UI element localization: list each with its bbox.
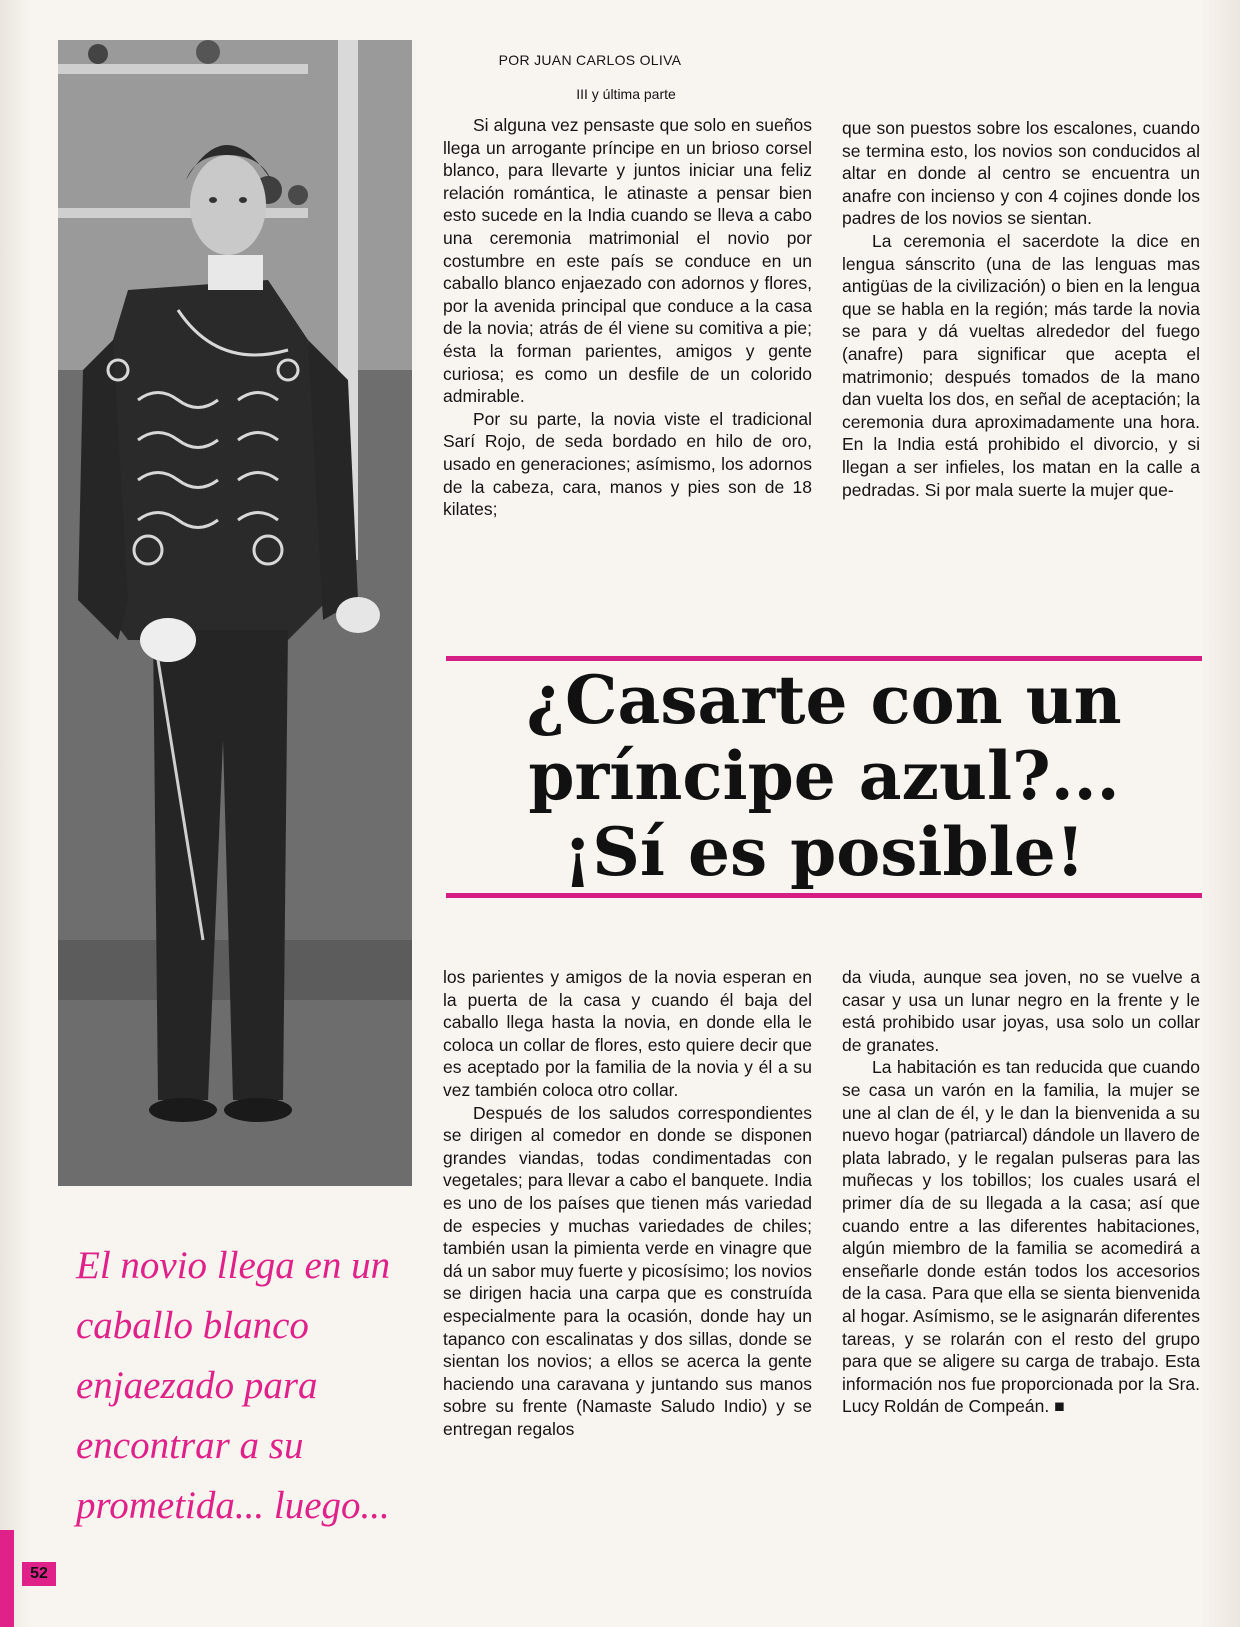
paragraph: Si alguna vez pensaste que solo en sueños llega un arrogante príncipe en un brioso corsel blanco, para llevarte y juntos iniciar una feliz relación romántica, le atinaste a pensar bien esto sucede en la India cuando se lleva a cabo una ceremonia matrimonial el novio por costumbre en este país se conduce en un caballo blanco enjaezado con adornos y flores, por la avenida principal que conduce a la casa de la novia; atrás de él viene su comitiva a pie; ésta la forman parientes, amigos y gente curiosa; es como un desfile de un colorido admirable. <box>443 115 812 407</box>
headline-line-1: ¿Casarte con un <box>526 661 1122 739</box>
paragraph: los parientes y amigos de la novia esperan en la puerta de la casa y cuando él baja del caballo llega hasta la novia, en donde ella le coloca un collar de flores, esto quiere decir que es aceptado por la familia de la novia y él a su vez también coloca otro collar. <box>443 967 812 1100</box>
groom-photo <box>58 40 412 1186</box>
headline-rule-bottom <box>446 893 1202 898</box>
photo-caption: El novio llega en un caballo blanco enjaezado para encontrar a su prometida... luego... <box>76 1244 391 1527</box>
article-column-bottom-left <box>443 966 812 1440</box>
headline <box>446 662 1202 890</box>
page-number: 52 <box>22 1562 56 1586</box>
groom-photo-illustration <box>58 40 412 1186</box>
part-subtitle: III y última parte <box>576 86 676 102</box>
paragraph: Después de los saludos correspondientes se dirigen al comedor en donde se disponen grandes viandas, todas condimentadas con vegetales; para llevar a cabo el banquete. India es uno de los países que tienen más variedad de especies y muchas variedades de chiles; también usan la pimienta verde en vinagre que dá un sabor muy fuerte y picosísimo; los novios se dirigen hacia una carpa que es construída especialmente para la ocasión, donde hay un tapanco con escalinatas y dos sillas, donde se sientan los novios; a ellos se acerca la gente haciendo una caravana y juntando sus manos sobre su frente (Namaste Saludo Indio) y se entregan regalos <box>443 1102 812 1439</box>
article-column-top-right <box>842 117 1200 501</box>
paragraph: La ceremonia el sacerdote la dice en lengua sánscrito (una de las lenguas mas antigüas de la civilización) o bien en la lengua que se habla en la región; más tarde la novia se para y dá vueltas alrededor del fuego (anafre) para significar que acepta el matrimonio; después tomados de la mano dan vuelta los dos, en señal de aceptación; la ceremonia dura aproximadamente una hora. En la India está prohibido el divorcio, y si llegan a ser infieles, los matan en la calle a pedradas. Si por mala suerte la mujer que- <box>842 230 1200 500</box>
page-edge-strip <box>0 1530 14 1627</box>
paragraph: que son puestos sobre los escalones, cuando se termina esto, los novios son conducidos al altar en donde al centro se encuentra un anafre con incienso y con 4 cojines donde los padres de los novios se sientan. <box>842 118 1200 229</box>
headline-line-3: ¡Sí es posible! <box>563 813 1085 891</box>
paragraph: da viuda, aunque sea joven, no se vuelve a casar y usa un lunar negro en la frente y le está prohibido usar joyas, usa solo un collar de granates. <box>842 967 1200 1055</box>
headline-line-2: príncipe azul?... <box>528 737 1120 815</box>
paragraph: La habitación es tan reducida que cuando se casa un varón en la familia, la mujer se une al clan de él, y le dan la bienvenida a su nuevo hogar (patriarcal) dándole un llavero de plata labrado, y le regalan pulseras para las muñecas y los tobillos; los cuales usará el primer día de su llegada a la casa; así que cuando entre a las diferentes habitaciones, algún miembro de la familia se acomedirá a enseñarle donde están todos los accesorios de la casa. Para que ella se sienta bienvenida al hogar. Asímismo, se le asignarán diferentes tareas, y se rolarán con el resto del grupo para que se aligere su carga de trabajo. Esta información nos fue proporcionada por la Sra. Lucy Roldán de Compeán. ■ <box>842 1057 1201 1417</box>
article-column-bottom-right <box>842 966 1200 1418</box>
article-column-top-left <box>443 114 812 521</box>
byline: POR JUAN CARLOS OLIVA <box>498 52 682 68</box>
paragraph: Por su parte, la novia viste el tradicional Sarí Rojo, de seda bordado en hilo de oro, usado en generaciones; asímismo, los adornos de la cabeza, cara, manos y pies son de 18 kilates; <box>443 408 812 520</box>
